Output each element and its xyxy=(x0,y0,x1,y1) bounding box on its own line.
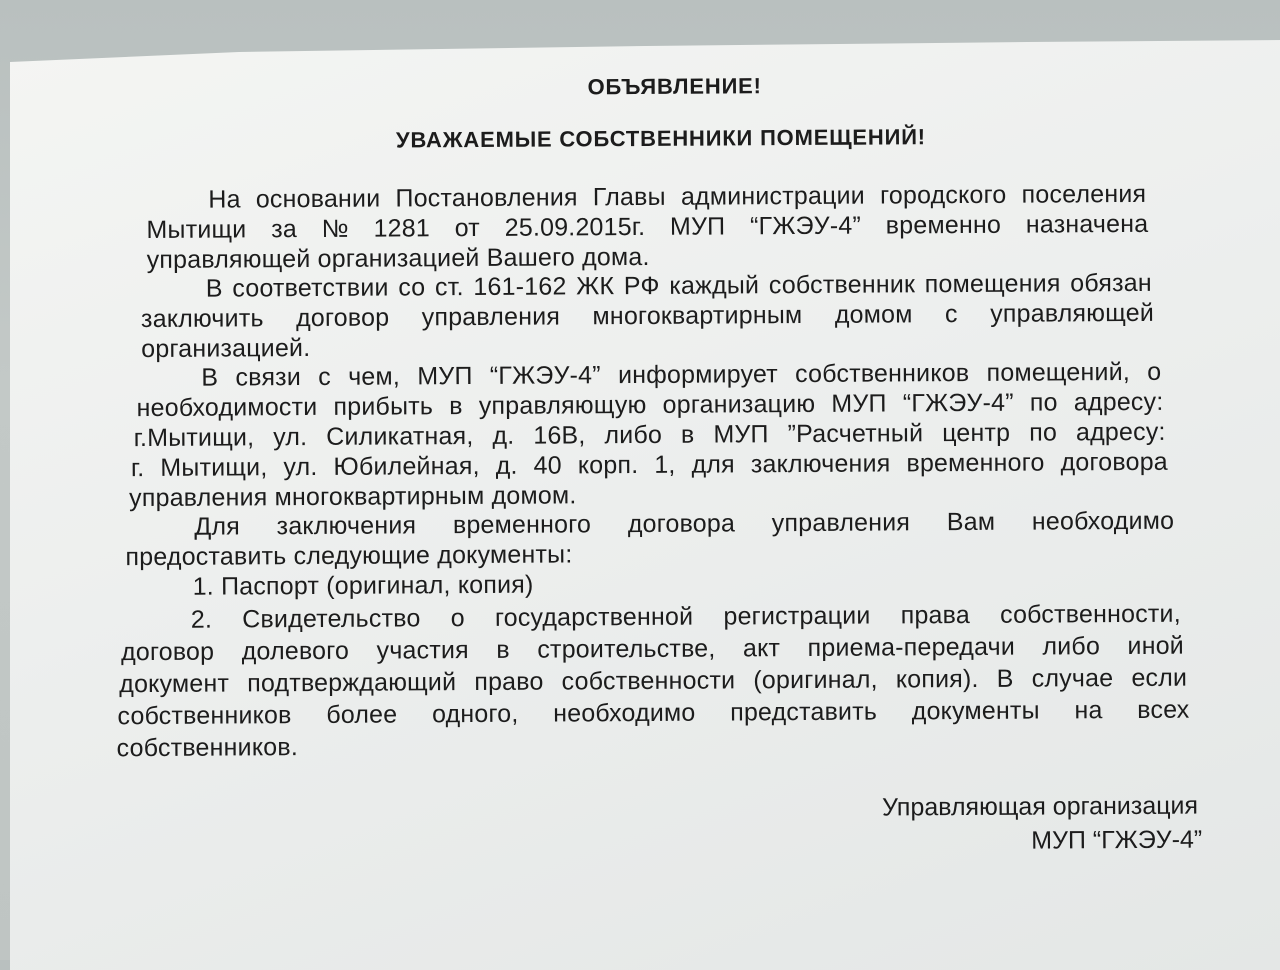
list-item-2-line-5: собственников. xyxy=(116,733,299,763)
word: в xyxy=(496,635,510,664)
word: собственности xyxy=(561,666,736,696)
word: собственников xyxy=(795,358,970,389)
word: случае xyxy=(1031,664,1114,693)
word: строительстве, xyxy=(537,634,716,664)
word: о xyxy=(1147,357,1162,386)
word: более xyxy=(326,700,398,729)
word: договор xyxy=(120,637,215,667)
word: либо xyxy=(604,420,663,450)
word: Главы xyxy=(592,182,666,212)
word: 161-162 xyxy=(473,272,567,302)
word: поселения xyxy=(1021,179,1147,209)
word: приема-передачи xyxy=(807,632,1016,662)
word: временного xyxy=(906,448,1045,478)
word: документ xyxy=(119,669,230,699)
word: адресу: xyxy=(1073,387,1164,417)
word: договора xyxy=(1060,447,1168,477)
word: иной xyxy=(1127,631,1185,661)
word: Свидетельство xyxy=(242,604,421,634)
word: многоквартирным xyxy=(592,301,803,331)
word: ”Расчетный xyxy=(787,419,924,449)
word: д. xyxy=(492,421,515,450)
word: № xyxy=(321,214,349,243)
word: МУП xyxy=(713,420,769,449)
paragraph-2-line-2 xyxy=(141,298,1154,334)
word: управляющую xyxy=(478,390,647,420)
word: необходимо xyxy=(1031,506,1175,536)
word: собственников xyxy=(117,701,292,731)
word: РФ xyxy=(623,271,660,301)
word: копия). xyxy=(895,664,979,694)
paragraph-4-line-1 xyxy=(194,506,1174,542)
notice-subtitle: УВАЖАЕМЫЕ СОБСТВЕННИКИ ПОМЕЩЕНИЙ! xyxy=(395,124,926,153)
word: с xyxy=(944,300,958,329)
word: государственной xyxy=(494,602,694,632)
word: домом xyxy=(834,300,913,329)
list-item-1: 1. Паспорт (оригинал, копия) xyxy=(192,570,534,601)
word: На xyxy=(208,185,241,214)
word: заключения xyxy=(750,449,891,479)
word: городского xyxy=(879,180,1007,210)
word: управления xyxy=(421,302,561,332)
word: 40 xyxy=(533,451,562,480)
word: г.Мытищи, xyxy=(133,423,255,453)
word: связи xyxy=(235,363,302,392)
word: прибыть xyxy=(333,392,434,421)
word: администрации xyxy=(680,181,866,211)
word: центр xyxy=(942,418,1011,448)
signature-organization: Управляющая организация xyxy=(882,791,1199,822)
list-item-2-line-1 xyxy=(191,599,1181,635)
word: Для xyxy=(194,512,241,541)
word: соответствии xyxy=(232,273,389,303)
list-item-2-line-3 xyxy=(119,663,1187,700)
word: Постановления xyxy=(395,183,578,213)
word: 16В, xyxy=(533,421,586,450)
word: 1281 xyxy=(373,214,431,243)
word: представить xyxy=(730,697,878,727)
word: (оригинал, xyxy=(753,665,878,695)
word: Мытищи, xyxy=(160,453,268,482)
paragraph-3-line-4 xyxy=(131,447,1168,483)
word: документы xyxy=(911,696,1040,726)
word: в xyxy=(449,392,463,421)
word: Мытищи xyxy=(146,215,247,245)
word: каждый xyxy=(669,271,760,300)
word: организацию xyxy=(662,389,816,419)
word: МУП xyxy=(669,212,726,241)
paragraph-1-line-2 xyxy=(146,209,1148,245)
word: регистрации xyxy=(723,601,871,631)
word: участия xyxy=(376,636,469,665)
word: заключить xyxy=(140,304,264,334)
word: д. xyxy=(495,451,518,480)
word: ул. xyxy=(283,452,318,482)
word: на xyxy=(1074,696,1103,725)
word: помещений, xyxy=(986,358,1131,387)
word: договор xyxy=(295,303,390,333)
word: долевого xyxy=(241,636,350,666)
word: одного, xyxy=(431,699,519,729)
word: 2. xyxy=(190,605,213,634)
word: временного xyxy=(452,510,592,540)
word: для xyxy=(691,450,735,479)
word: 1, xyxy=(654,450,676,479)
notice-title: ОБЪЯВЛЕНИЕ! xyxy=(587,73,762,100)
word: договора xyxy=(627,509,736,539)
word: помещения xyxy=(924,269,1061,299)
word: назначена xyxy=(1025,209,1149,239)
word: информирует xyxy=(617,360,778,390)
word: если xyxy=(1131,663,1188,693)
word: МУП xyxy=(417,362,473,391)
paragraph-2-line-3: организацией. xyxy=(141,334,311,364)
word: акт xyxy=(742,634,781,663)
word: либо xyxy=(1042,632,1101,661)
word: со xyxy=(398,273,426,302)
word: подтверждающий xyxy=(247,668,457,698)
word: временно xyxy=(885,210,1002,240)
word: необходимо xyxy=(553,698,696,728)
word: ЖК xyxy=(576,272,615,301)
word: МУП xyxy=(831,389,887,418)
list-item-2-line-4 xyxy=(117,695,1189,732)
paragraph-3-line-5: управления многоквартирным домом. xyxy=(129,481,577,513)
word: заключения xyxy=(276,511,417,541)
word: ст. xyxy=(434,273,464,302)
word: за xyxy=(271,215,298,244)
word: ул. xyxy=(273,423,308,452)
word: адресу: xyxy=(1075,417,1166,447)
word: В xyxy=(996,664,1014,693)
word: корп. xyxy=(577,451,639,480)
word: о xyxy=(450,604,465,633)
paragraph-1-line-3: управляющей организацией Вашего дома. xyxy=(146,242,650,275)
word: В xyxy=(201,363,219,392)
word: в xyxy=(680,420,695,449)
word: чем, xyxy=(348,362,401,391)
word: от xyxy=(454,213,481,243)
word: необходимости xyxy=(136,392,318,423)
word: обязан xyxy=(1070,268,1152,298)
word: “ГЖЭУ-4” xyxy=(489,361,601,390)
word: управляющей xyxy=(990,298,1155,328)
paragraph-4-line-2: предоставить следующие документы: xyxy=(125,540,573,572)
word: Силикатная, xyxy=(326,422,474,451)
word: собственник xyxy=(768,270,916,300)
list-item-2-line-2 xyxy=(121,631,1184,667)
word: всех xyxy=(1137,695,1190,724)
word: с xyxy=(318,362,331,391)
word: права xyxy=(900,600,970,630)
word: 25.09.2015г. xyxy=(504,212,646,242)
word: по xyxy=(1029,388,1058,417)
word: по xyxy=(1029,418,1058,447)
word: Вам xyxy=(946,507,996,537)
word: собственности, xyxy=(999,599,1181,629)
word: право xyxy=(474,667,544,697)
word: “ГЖЭУ-4” xyxy=(902,388,1014,418)
word: Юбилейная, xyxy=(333,451,480,481)
word: управления xyxy=(771,508,911,538)
word: В xyxy=(205,274,223,303)
word: основании xyxy=(255,184,381,214)
word: г. xyxy=(130,454,145,483)
word: “ГЖЭУ-4” xyxy=(749,211,862,241)
signature-name: МУП “ГЖЭУ-4” xyxy=(1031,825,1203,855)
